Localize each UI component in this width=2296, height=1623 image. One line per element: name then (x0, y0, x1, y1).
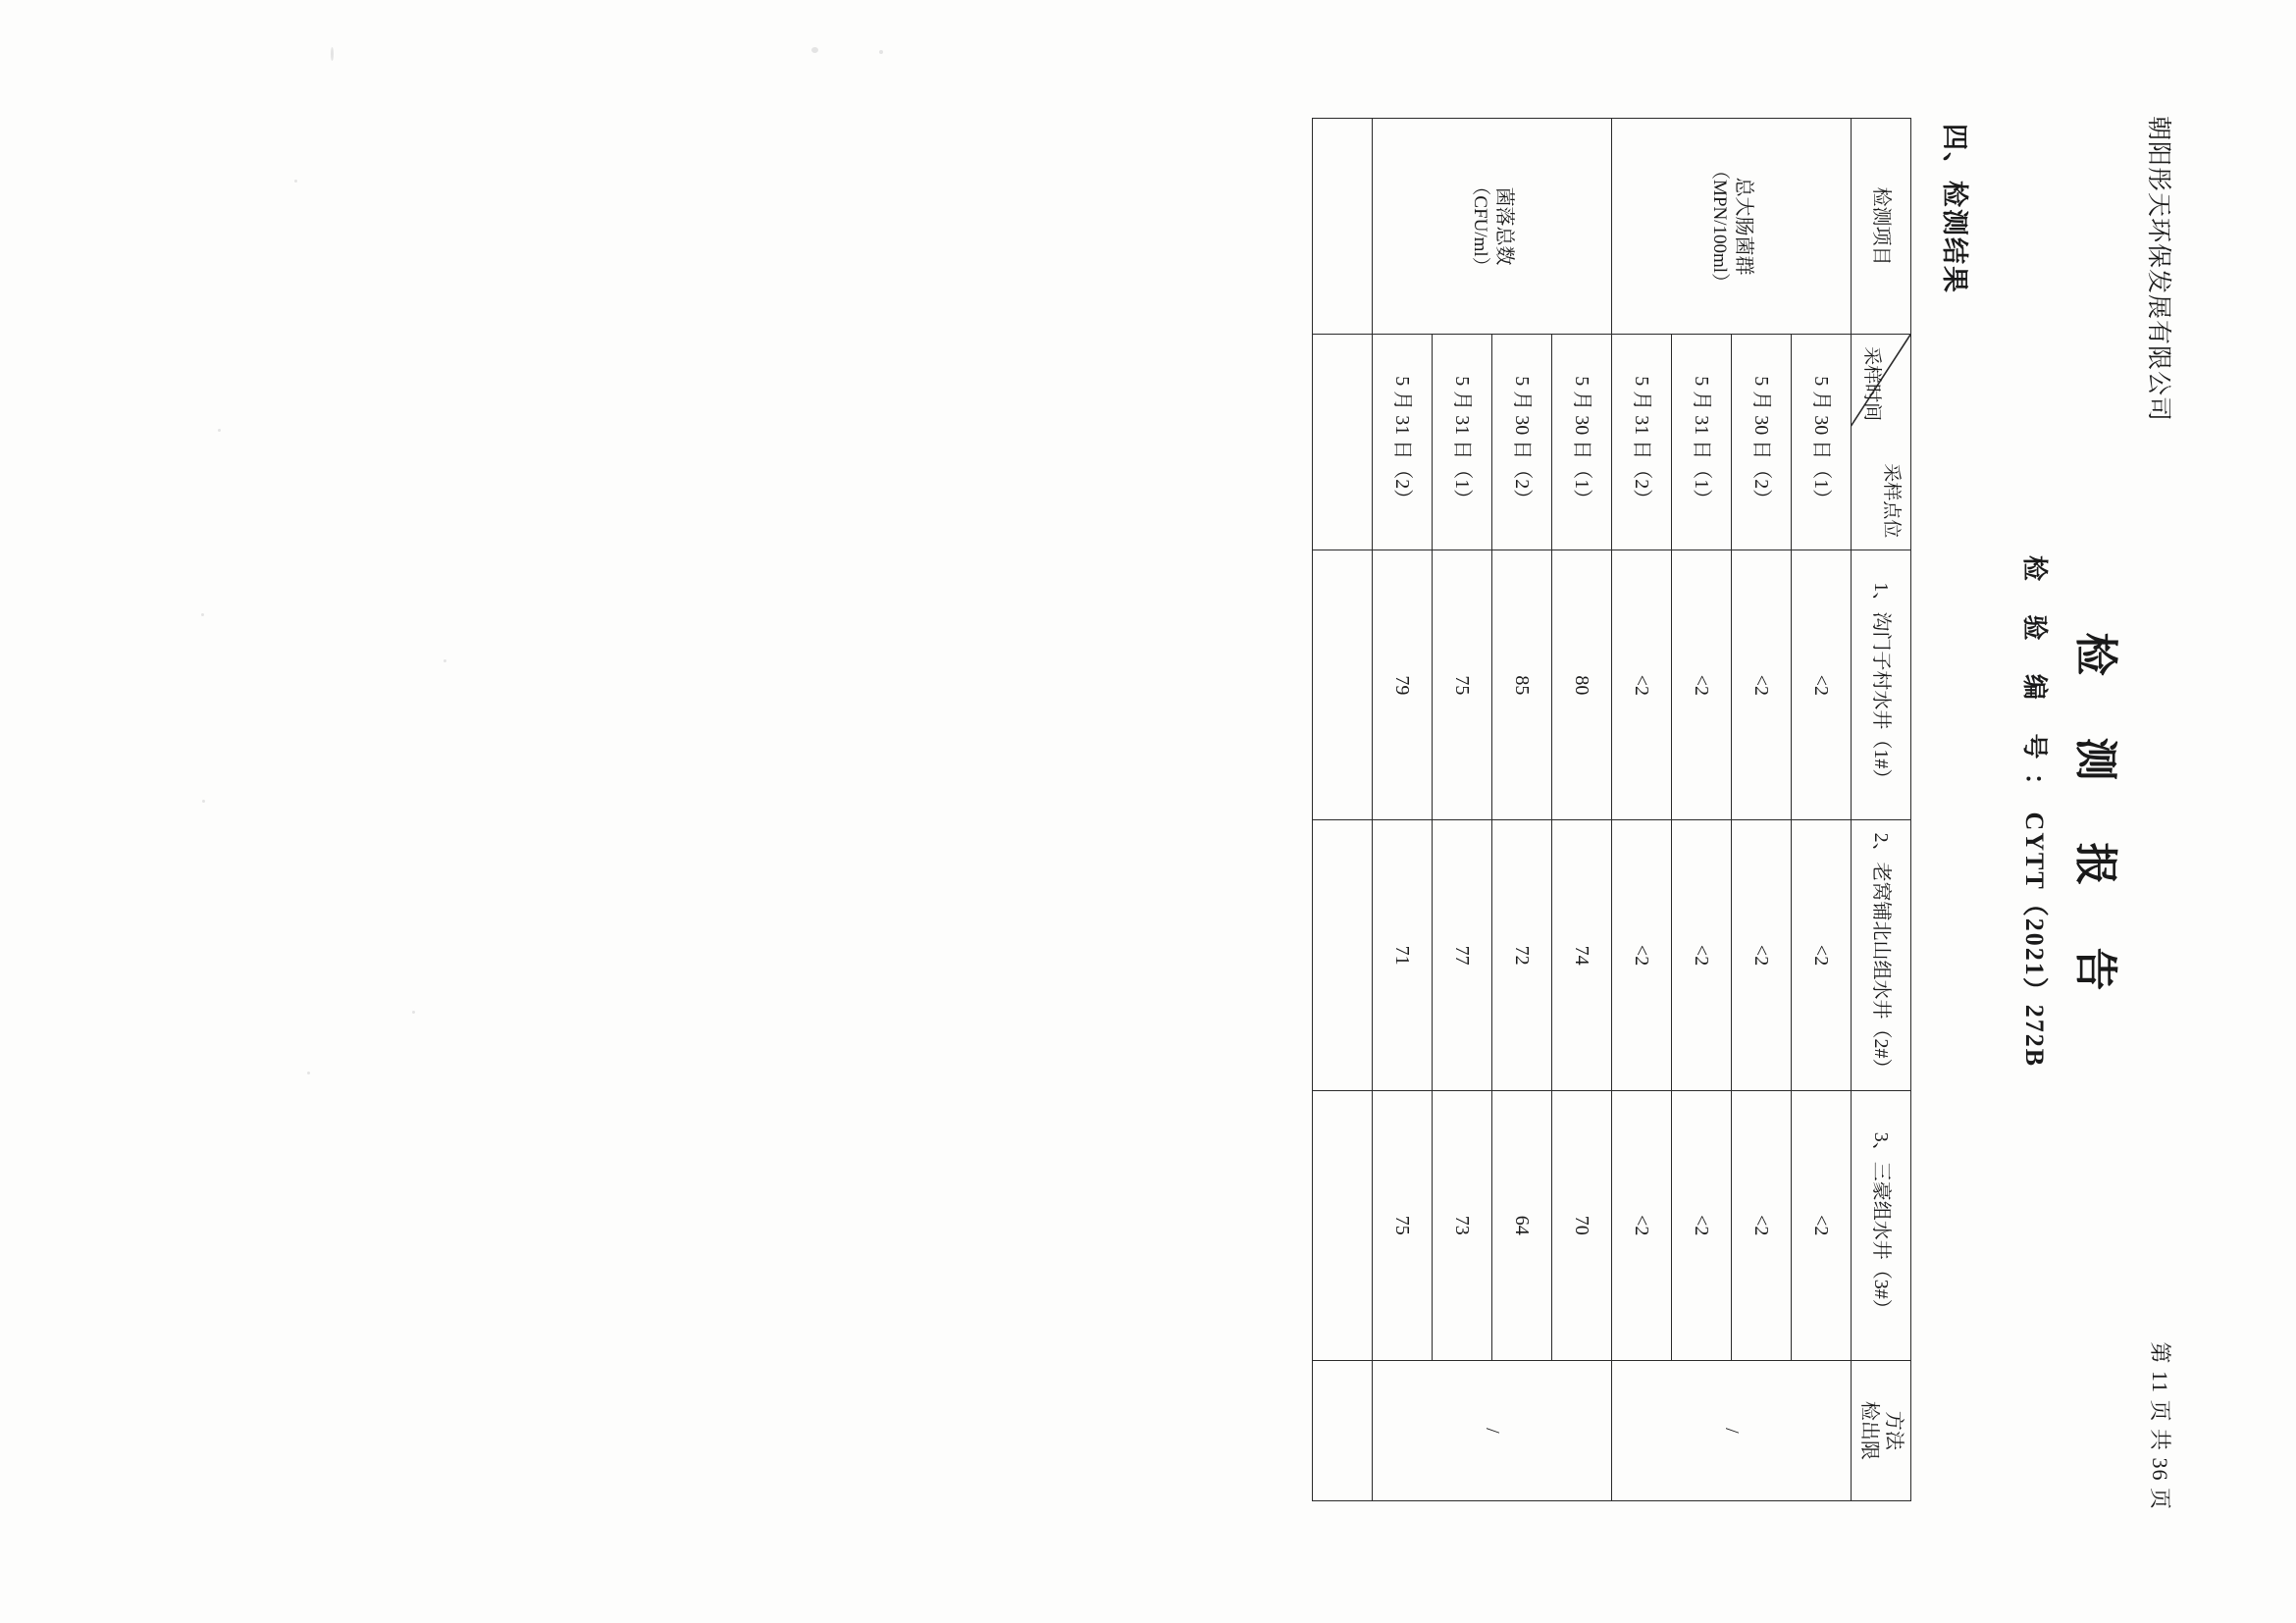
report-number-value: CYTT（2021）272B (2020, 812, 2049, 1069)
report-title: 检 测 报 告 (2071, 632, 2119, 1017)
value-cell: <2 (1612, 820, 1672, 1090)
report-number-label: 检 验 编 号： (2020, 554, 2049, 812)
results-table (1312, 118, 1911, 1501)
header-detect-item: 检测项目 (1852, 119, 1911, 335)
value-cell: 85 (1492, 550, 1552, 820)
table-row (1792, 119, 1852, 1501)
sampling-time: 5 月 31 日（2） (1373, 335, 1433, 550)
value-cell: 74 (1552, 820, 1612, 1090)
value-cell: 75 (1433, 550, 1492, 820)
company-name: 朝阳彤天环保发展有限公司 (2145, 116, 2171, 423)
header-point-1: 1、沟门子村水井（1#） (1852, 550, 1911, 820)
empty-cell (1313, 820, 1373, 1090)
empty-cell (1313, 119, 1373, 335)
value-cell: 75 (1373, 1090, 1433, 1360)
header-method-line2: 检出限 (1858, 1400, 1880, 1460)
value-cell: 70 (1552, 1090, 1612, 1360)
value-cell: <2 (1792, 1090, 1852, 1360)
item-name: 总大肠菌群 (1732, 177, 1754, 276)
value-cell: 72 (1492, 820, 1552, 1090)
header-sampling-point: 采样点位 (1881, 463, 1902, 539)
table-header-row (1852, 119, 1911, 1501)
report-number-line (2018, 0, 2055, 1623)
value-cell: <2 (1732, 550, 1792, 820)
header-method-line1: 方法 (1883, 1410, 1905, 1450)
table-row (1552, 119, 1612, 1501)
empty-cell (1313, 1090, 1373, 1360)
value-cell: 79 (1373, 550, 1433, 820)
sampling-time: 5 月 31 日（2） (1612, 335, 1672, 550)
value-cell: <2 (1672, 550, 1732, 820)
item-unit: （CFU/ml） (1469, 177, 1490, 276)
value-cell: 73 (1433, 1090, 1492, 1360)
value-cell: <2 (1732, 1090, 1792, 1360)
sampling-time: 5 月 31 日（1） (1433, 335, 1492, 550)
value-cell: 64 (1492, 1090, 1552, 1360)
empty-cell (1313, 550, 1373, 820)
method-limit-cell: / (1373, 1360, 1612, 1500)
value-cell: <2 (1672, 1090, 1732, 1360)
header-method-limit (1852, 1360, 1911, 1500)
item-name: 菌落总数 (1492, 186, 1515, 266)
empty-cell (1313, 335, 1373, 550)
value-cell: <2 (1792, 820, 1852, 1090)
header-sampling-time: 采样时间 (1860, 346, 1882, 422)
table-row-empty (1313, 119, 1373, 1501)
value-cell: <2 (1732, 820, 1792, 1090)
sampling-time: 5 月 30 日（2） (1732, 335, 1792, 550)
item-total-bacteria (1373, 119, 1612, 335)
page-number: 第 11 页 共 36 页 (2148, 1341, 2172, 1510)
value-cell: <2 (1792, 550, 1852, 820)
item-total-coliform (1612, 119, 1852, 335)
header-point-2: 2、老窝铺北山组水井（2#） (1852, 820, 1911, 1090)
sampling-time: 5 月 30 日（2） (1492, 335, 1552, 550)
value-cell: 80 (1552, 550, 1612, 820)
sampling-time: 5 月 30 日（1） (1792, 335, 1852, 550)
sampling-time: 5 月 31 日（1） (1672, 335, 1732, 550)
header-corner-cell (1852, 335, 1911, 550)
empty-cell (1313, 1360, 1373, 1500)
value-cell: 71 (1373, 820, 1433, 1090)
method-limit-cell: / (1612, 1360, 1852, 1500)
value-cell: <2 (1612, 550, 1672, 820)
item-unit: （MPN/100ml） (1708, 161, 1730, 292)
sampling-time: 5 月 30 日（1） (1552, 335, 1612, 550)
value-cell: <2 (1672, 820, 1732, 1090)
section-heading: 四、检测结果 (1940, 124, 1969, 294)
header-point-3: 3、三豪组水井（3#） (1852, 1090, 1911, 1360)
value-cell: 77 (1433, 820, 1492, 1090)
value-cell: <2 (1612, 1090, 1672, 1360)
